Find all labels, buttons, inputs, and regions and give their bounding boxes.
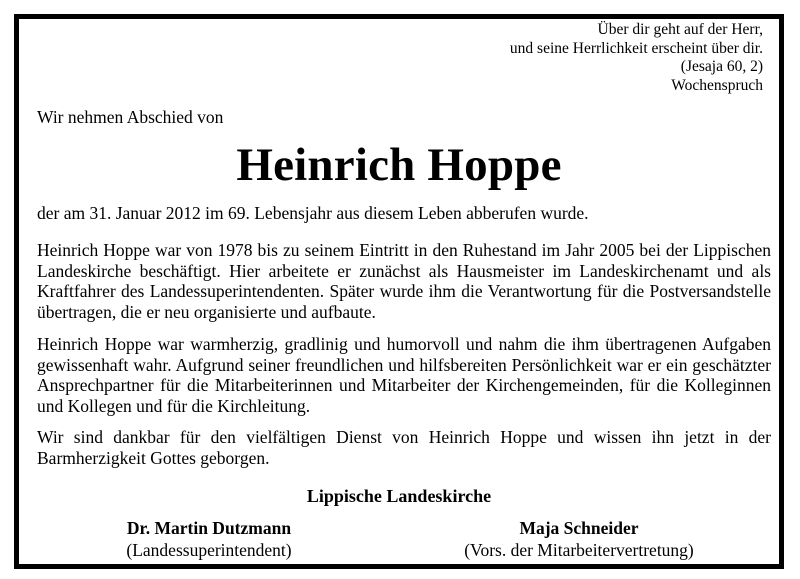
- verse-reference: (Jesaja 60, 2): [680, 58, 763, 75]
- signatory-name: Dr. Martin Dutzmann: [126, 518, 292, 538]
- deceased-name: Heinrich Hoppe: [236, 139, 562, 191]
- death-statement: der am 31. Januar 2012 im 69. Lebensjahr aus diesem Leben abberufen wurde.: [37, 203, 589, 223]
- bible-verse: [510, 21, 763, 95]
- verse-line: Über dir geht auf der Herr,: [597, 21, 763, 38]
- character-paragraph: Heinrich Hoppe war warmherzig, gradlinig und humorvoll und nahm die ihm übertragenen Aufgaben gewissenhaft wahr. Aufgrund seiner freundlichen und hilfsbereiten Persönlichkeit war er ein geschätzter Ansprechpartner für die Mitarbeiterinnen und Mitarbeiter der Kirchengemeinden, für die Kolleginnen und Kollegen und für die Kirchleitung.: [37, 334, 771, 416]
- verse-line: und seine Herrlichkeit erscheint über dir.: [509, 39, 763, 57]
- farewell-intro: Wir nehmen Abschied von: [37, 107, 224, 127]
- signatory-role: (Landessuperintendent): [126, 540, 292, 560]
- organization-name: Lippische Landeskirche: [306, 486, 492, 506]
- signatory-right: [429, 517, 729, 561]
- biography-paragraph: Heinrich Hoppe war von 1978 bis zu seinem Eintritt in den Ruhestand im Jahr 2005 bei der Lippischen Landeskirche beschäftigt. Hier arbeitete er zunächst als Hausmeister im Landeskirchenamt und als Kraftfahrer des Landessuperintendenten. Später wurde ihm die Verantwortung für die Postversandstelle übertragen, die er neu organisierte und aufbaute.: [37, 240, 771, 322]
- signatory-role: (Vors. der Mitarbeitervertretung): [464, 540, 694, 560]
- signatory-left: [89, 517, 329, 561]
- obituary-notice: [14, 14, 784, 569]
- signatory-name: Maja Schneider: [519, 518, 639, 538]
- gratitude-paragraph: Wir sind dankbar für den vielfältigen Dienst von Heinrich Hoppe und wissen ihn jetzt in der Barmherzigkeit Gottes geborgen.: [37, 427, 771, 468]
- verse-source: Wochenspruch: [671, 76, 763, 94]
